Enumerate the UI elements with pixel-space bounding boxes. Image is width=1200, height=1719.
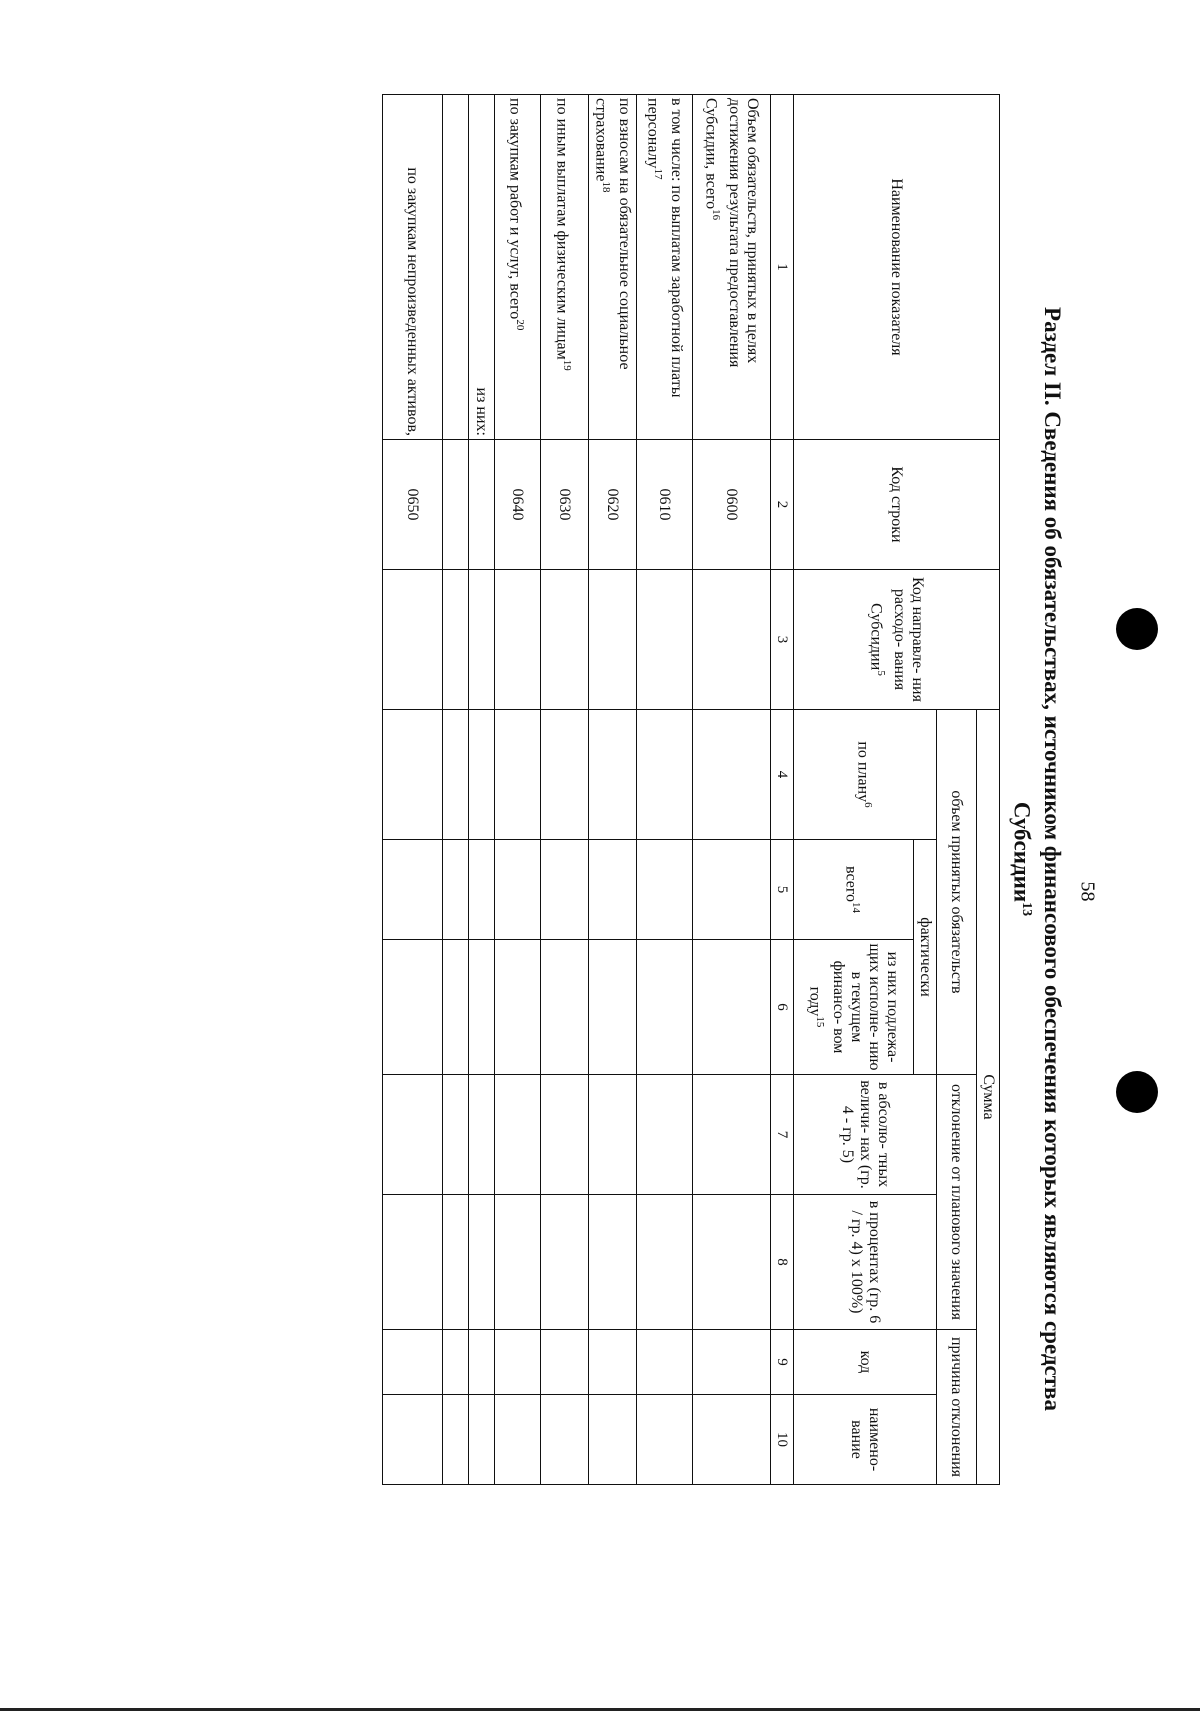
section-title-line1: Раздел II. Сведения об обязательствах, источником финансового обеспечения которых являются средства (1040, 307, 1065, 1411)
table-row (541, 95, 589, 1485)
header-plan: по плану$^6$ (794, 710, 937, 840)
header-actual: фактически (914, 840, 937, 1075)
row-code: 0650 (383, 440, 443, 570)
column-number: 8 (771, 1195, 794, 1330)
row-code: 0630 (541, 440, 589, 570)
row-name: по закупкам работ и услуг, всего$^{20}$ (495, 95, 541, 440)
row-name: по иным выплатам физическим лицам$^{19}$ (541, 95, 589, 440)
table-row (693, 95, 771, 1485)
column-number: 10 (771, 1395, 794, 1485)
row-name: Объем обязательств, принятых в целях достижения результата предоставления Субсидии, всего$^{16}$ (693, 95, 771, 440)
obligations-table (382, 94, 1000, 1485)
column-number: 4 (771, 710, 794, 840)
header-reason-name: наимено- вание (794, 1395, 937, 1485)
header-obligations: объем принятых обязательств (937, 710, 977, 1075)
header-reason-code: код (794, 1330, 937, 1395)
table-row (495, 95, 541, 1485)
header-sum: Сумма (977, 710, 1000, 1485)
table-row (443, 95, 469, 1485)
section-title (1008, 94, 1065, 1624)
header-absolute: в абсолю- тных величи- нах (гр. 4 - гр. 5) (794, 1075, 937, 1195)
page-number: 58 (1076, 881, 1099, 902)
row-code (469, 440, 495, 570)
row-code: 0600 (693, 440, 771, 570)
table-row (383, 95, 443, 1485)
column-number: 1 (771, 95, 794, 440)
row-code (443, 440, 469, 570)
table-row (589, 95, 637, 1485)
header-reason: причина отклонения (937, 1330, 977, 1485)
header-total: всего$^{14}$ (794, 840, 914, 940)
column-number: 2 (771, 440, 794, 570)
column-number: 3 (771, 570, 794, 710)
header-percent: в процентах (гр. 6 / гр. 4) х 100%) (794, 1195, 937, 1330)
header-deviation: отклонение от планового значения (937, 1075, 977, 1330)
row-code: 0640 (495, 440, 541, 570)
row-name: в том числе: по выплатам заработной платы персоналу$^{17}$ (637, 95, 693, 440)
rotated-page-content (135, 94, 1065, 1624)
column-number: 5 (771, 840, 794, 940)
row-code: 0610 (637, 440, 693, 570)
header-row-code: Код строки (794, 440, 1000, 570)
row-name: из них: (469, 95, 495, 440)
page-edge-line (0, 1708, 1200, 1711)
table-row (469, 95, 495, 1485)
table-row (637, 95, 693, 1485)
punch-hole-top (1116, 608, 1158, 650)
row-code: 0620 (589, 440, 637, 570)
column-number: 7 (771, 1075, 794, 1195)
row-name (443, 95, 469, 440)
section-title-line2: Субсидии$^{13}$ (1009, 801, 1035, 917)
header-indicator-name: Наименование показателя (794, 95, 1000, 440)
row-name: по закупкам непроизведенных активов, (383, 95, 443, 440)
column-numbers-row (771, 95, 794, 1485)
header-subject-current-year: из них подлежа- щих исполне- нию в текущем финансо- вом году$^{15}$ (794, 940, 914, 1075)
footnote-ref: 13 (1019, 902, 1034, 917)
punch-hole-bottom (1116, 1071, 1158, 1113)
header-direction-code: Код направле- ния расходо- вания Субсидии$^5$ (794, 570, 1000, 710)
column-number: 9 (771, 1330, 794, 1395)
row-name: по взносам на обязательное социальное страхование$^{18}$ (589, 95, 637, 440)
column-number: 6 (771, 940, 794, 1075)
